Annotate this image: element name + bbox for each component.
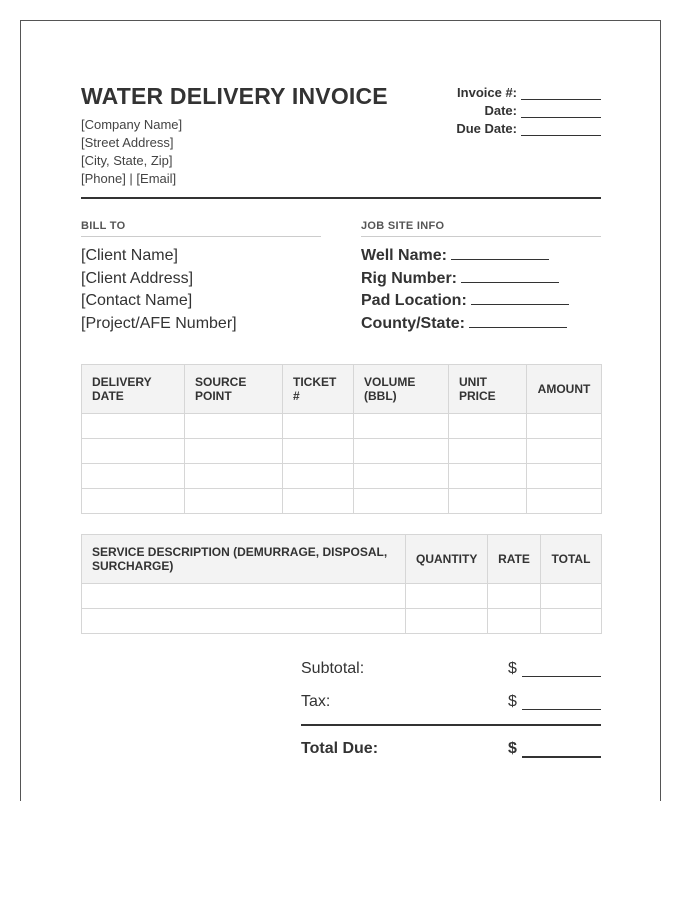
well-name-row: [361, 245, 569, 268]
table-cell[interactable]: [82, 489, 185, 514]
bill-to-heading: BILL TO: [81, 220, 321, 237]
county-state-field[interactable]: [469, 315, 567, 328]
tax-currency: $: [508, 693, 517, 710]
col-unit-price: UNIT PRICE: [449, 365, 527, 414]
table-cell[interactable]: [185, 489, 283, 514]
subtotal-row: [301, 656, 601, 689]
col-source-point: SOURCE POINT: [185, 365, 283, 414]
totals-block: [301, 656, 601, 757]
invoice-meta: [401, 82, 601, 136]
table-cell[interactable]: [185, 439, 283, 464]
project-afe-number: [Project/AFE Number]: [81, 314, 237, 332]
table-cell[interactable]: [82, 609, 406, 634]
invoice-title: WATER DELIVERY INVOICE: [81, 83, 388, 109]
col-rate: RATE: [488, 535, 541, 584]
bill-to-block: [81, 245, 237, 335]
pad-location-label: Pad Location:: [361, 292, 467, 309]
company-contact: [Phone] | [Email]: [81, 171, 177, 186]
total-due-row: [301, 736, 601, 766]
delivery-table: [81, 364, 602, 514]
table-cell[interactable]: [185, 464, 283, 489]
table-cell[interactable]: [283, 414, 354, 439]
due-date-label: Due Date:: [456, 121, 517, 136]
invoice-number-label: Invoice #:: [457, 85, 517, 100]
col-delivery-date: DELIVERY DATE: [82, 365, 185, 414]
table-cell[interactable]: [283, 464, 354, 489]
table-row: [82, 414, 602, 439]
company-street: [Street Address]: [81, 135, 174, 150]
totals-divider: [301, 724, 601, 726]
invoice-date-field[interactable]: [521, 105, 601, 118]
client-name: [Client Name]: [81, 247, 178, 264]
table-row: [82, 439, 602, 464]
rig-number-label: Rig Number:: [361, 269, 457, 287]
table-cell[interactable]: [82, 464, 185, 489]
table-cell[interactable]: [541, 609, 602, 634]
well-name-field[interactable]: [451, 247, 549, 260]
col-total: TOTAL: [541, 535, 602, 584]
pad-location-row: [361, 290, 569, 313]
due-date-field[interactable]: [521, 123, 601, 136]
invoice-date-row: [401, 100, 601, 118]
contact-name: [Contact Name]: [81, 292, 193, 309]
total-due-field[interactable]: [522, 756, 601, 758]
table-cell[interactable]: [449, 414, 527, 439]
county-state-label: County/State:: [361, 314, 465, 332]
col-service-description: SERVICE DESCRIPTION (DEMURRAGE, DISPOSAL, SURCHARGE): [82, 535, 406, 584]
table-row: [82, 584, 602, 609]
table-cell[interactable]: [354, 489, 449, 514]
company-info: [81, 116, 182, 188]
subtotal-field[interactable]: [522, 676, 601, 677]
table-cell[interactable]: [488, 609, 541, 634]
due-date-row: [401, 118, 601, 136]
table-cell[interactable]: [449, 439, 527, 464]
job-site-block: [361, 245, 569, 335]
service-table-header: [82, 535, 602, 584]
table-cell[interactable]: [354, 464, 449, 489]
invoice-number-field[interactable]: [521, 87, 601, 100]
col-quantity: QUANTITY: [406, 535, 488, 584]
table-cell[interactable]: [541, 584, 602, 609]
col-ticket: TICKET #: [283, 365, 354, 414]
table-cell[interactable]: [283, 489, 354, 514]
service-table: [81, 534, 602, 634]
table-row: [82, 464, 602, 489]
table-cell[interactable]: [488, 584, 541, 609]
table-cell[interactable]: [185, 414, 283, 439]
table-row: [82, 489, 602, 514]
table-cell[interactable]: [449, 489, 527, 514]
company-city: [City, State, Zip]: [81, 153, 173, 168]
table-cell[interactable]: [283, 439, 354, 464]
table-cell[interactable]: [406, 584, 488, 609]
table-cell[interactable]: [354, 414, 449, 439]
tax-field[interactable]: [522, 709, 601, 710]
table-cell[interactable]: [527, 414, 602, 439]
rig-number-field[interactable]: [461, 270, 559, 283]
table-cell[interactable]: [82, 439, 185, 464]
table-cell[interactable]: [82, 414, 185, 439]
total-due-label: Total Due:: [301, 740, 379, 757]
job-site-heading: JOB SITE INFO: [361, 220, 601, 237]
invoice-page: [20, 20, 661, 801]
rig-number-row: [361, 268, 569, 291]
tax-row: [301, 689, 601, 722]
pad-location-field[interactable]: [471, 292, 569, 305]
table-cell[interactable]: [82, 584, 406, 609]
invoice-number-row: [401, 82, 601, 100]
subtotal-label: Subtotal:: [301, 660, 365, 677]
company-name: [Company Name]: [81, 117, 183, 132]
table-cell[interactable]: [354, 439, 449, 464]
client-address: [Client Address]: [81, 269, 194, 287]
tax-label: Tax:: [301, 693, 331, 710]
subtotal-currency: $: [508, 660, 517, 677]
table-cell[interactable]: [449, 464, 527, 489]
total-due-currency: $: [508, 740, 517, 757]
invoice-date-label: Date:: [484, 103, 517, 118]
table-cell[interactable]: [406, 609, 488, 634]
table-cell[interactable]: [527, 439, 602, 464]
table-cell[interactable]: [527, 464, 602, 489]
table-row: [82, 609, 602, 634]
delivery-table-header: [82, 365, 602, 414]
county-state-row: [361, 313, 569, 336]
table-cell[interactable]: [527, 489, 602, 514]
col-amount: AMOUNT: [527, 365, 602, 414]
header-divider: [81, 197, 601, 199]
col-volume: VOLUME (BBL): [354, 365, 449, 414]
well-name-label: Well Name:: [361, 247, 447, 264]
